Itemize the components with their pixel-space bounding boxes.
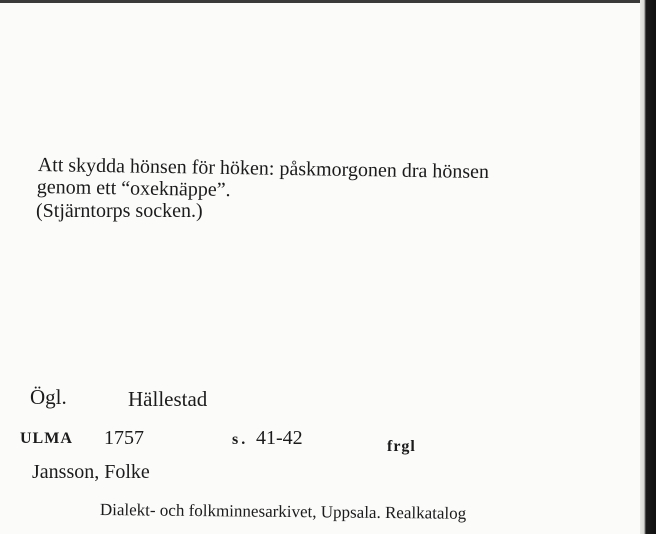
card-text-line-2: genom ett “oxeknäppe”. (36, 175, 231, 202)
collector-name: Jansson, Folke (32, 461, 150, 483)
archive-footer: Dialekt- och folkminnesarkivet, Uppsala. Realkatalog (99, 500, 467, 523)
page-prefix: s. (232, 431, 249, 448)
card-text-line-3: (Stjärntorps socken.) (36, 200, 203, 222)
scan-edge (640, 0, 656, 534)
parish-label: Hällestad (128, 387, 208, 411)
page-range: 41-42 (256, 427, 303, 449)
category-code: frgl (387, 438, 416, 455)
province-label: Ögl. (30, 385, 67, 409)
archive-number: 1757 (104, 427, 144, 449)
archive-code: ULMA (20, 430, 73, 447)
card-text-line-1: Att skydda hönsen för höken: påskmorgonen dra hönsen (37, 153, 490, 184)
